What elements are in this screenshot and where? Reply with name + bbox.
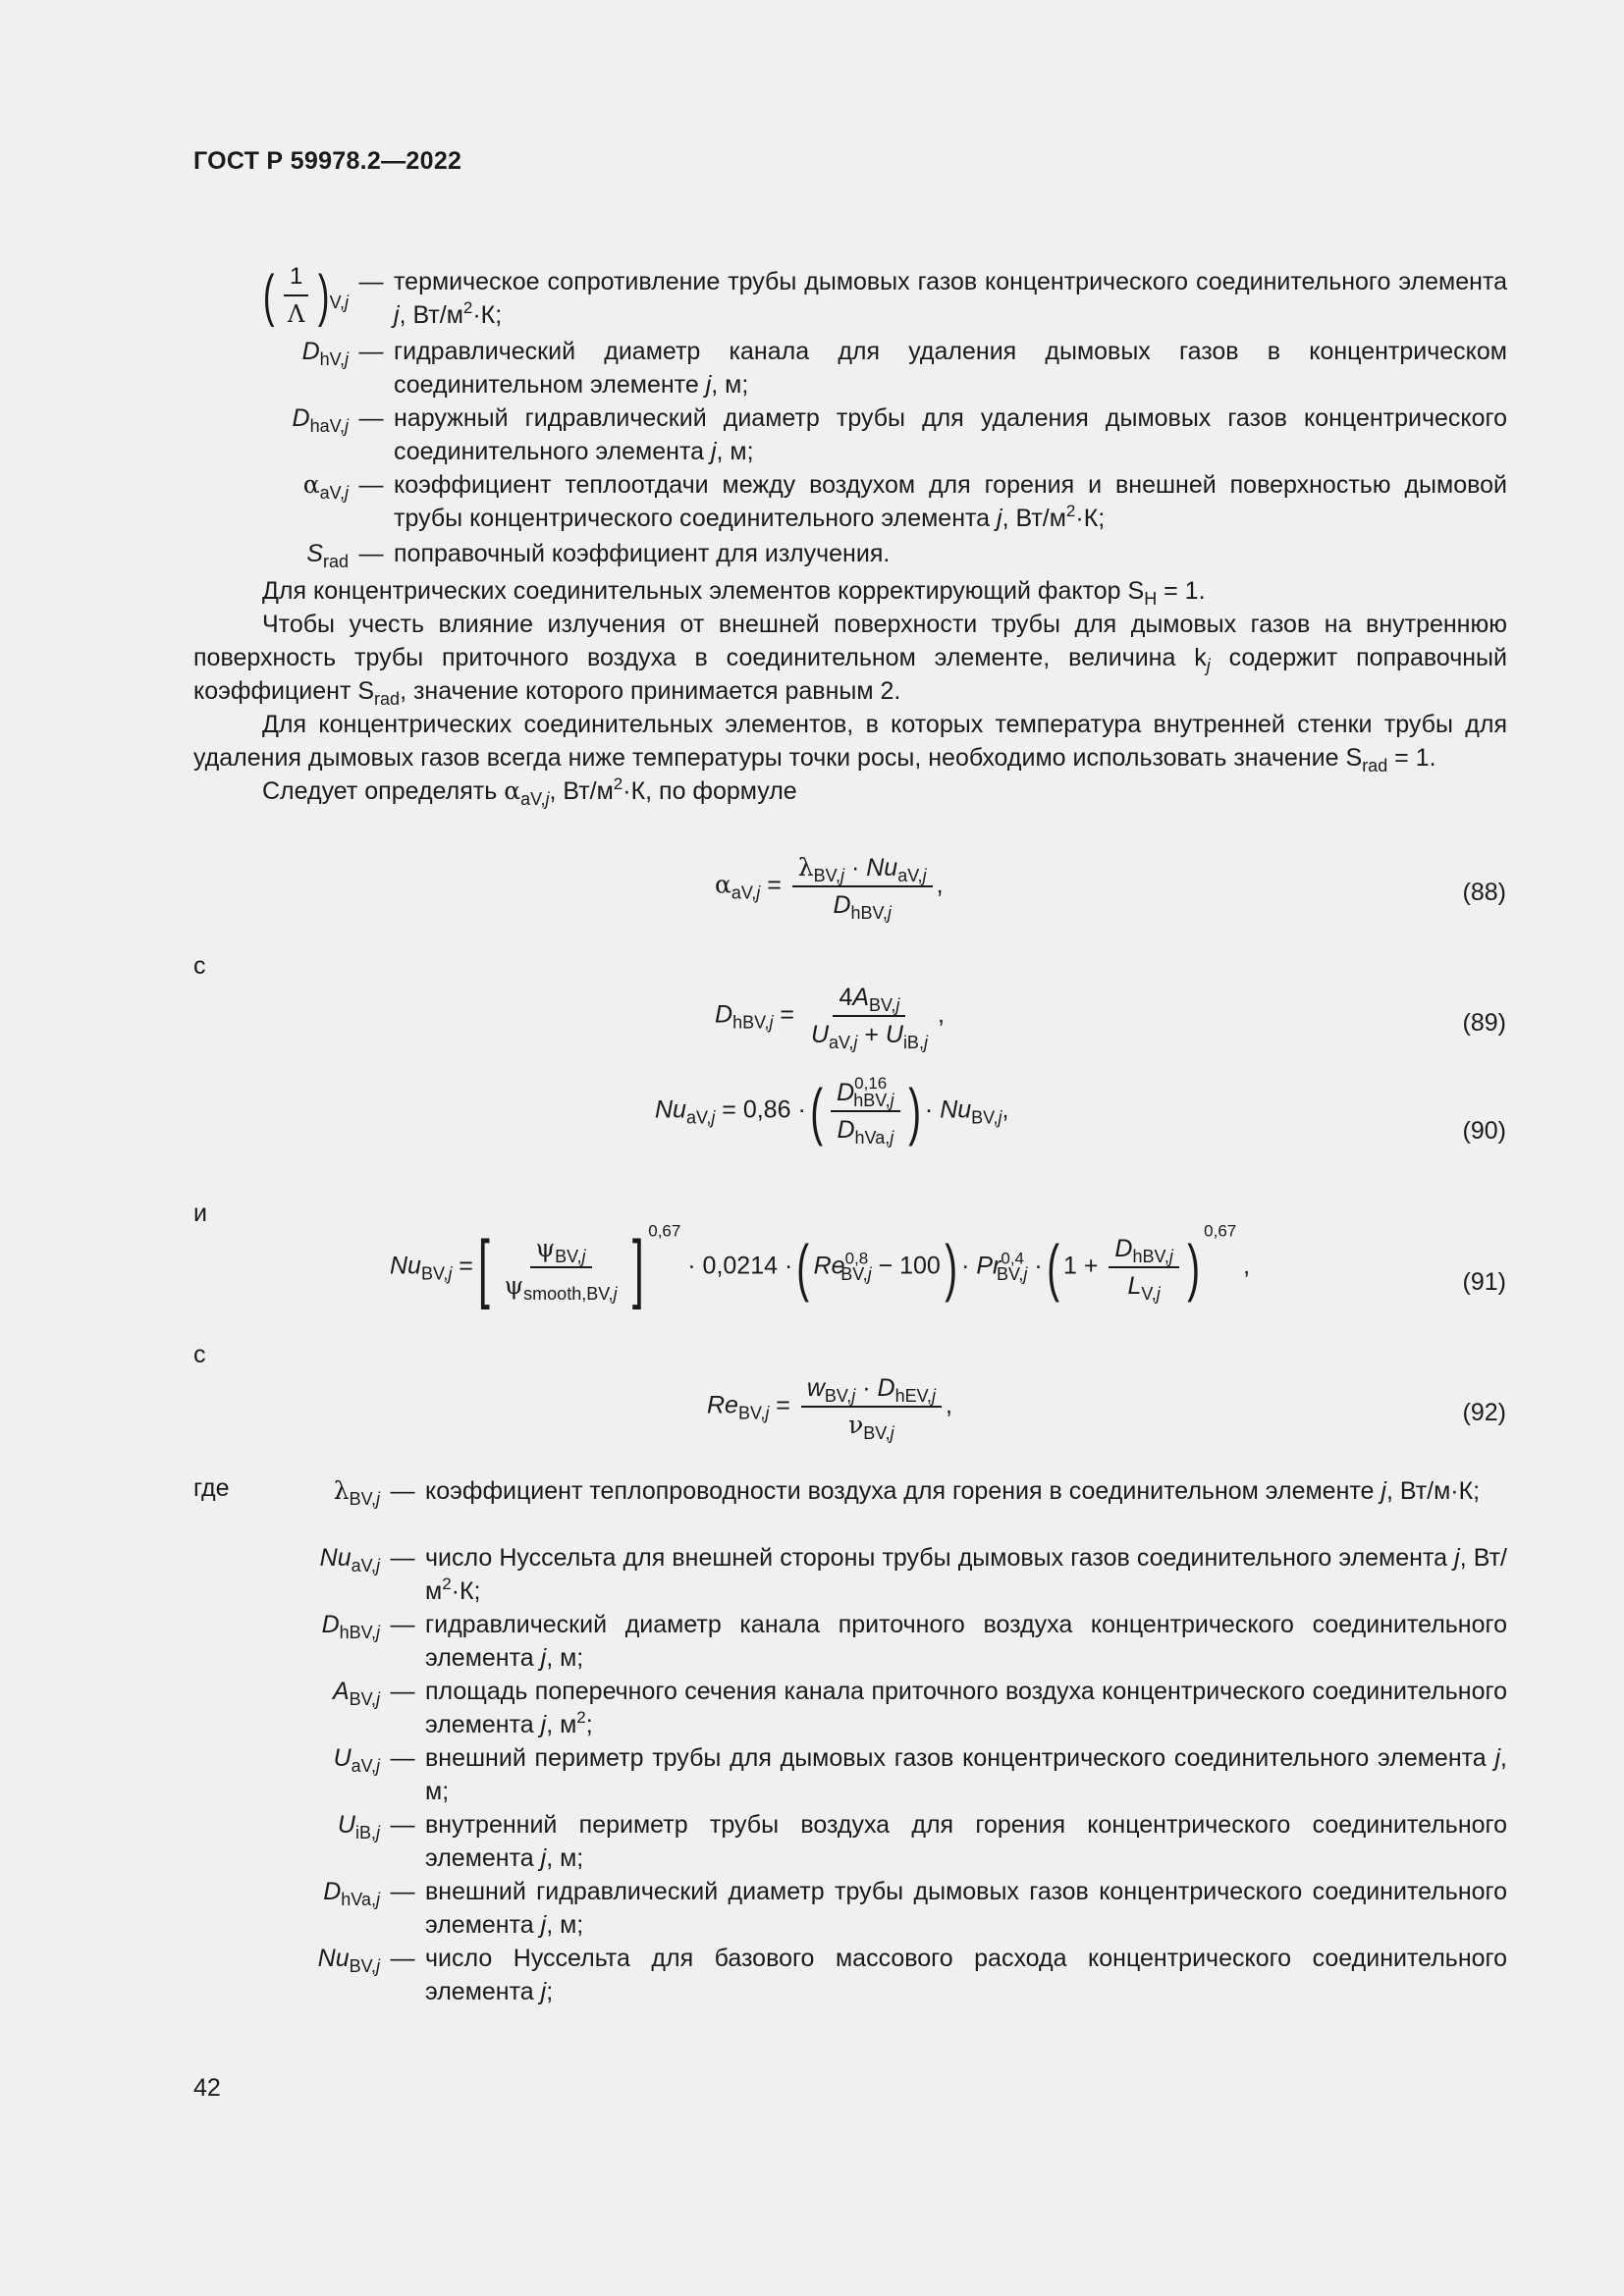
definition-abv xyxy=(252,1675,1507,1741)
paragraph-determine-alpha: Следует определять $\alpha_{aV,j}$, $Вт/м^2\cdot К$, по формуле xyxy=(262,774,797,809)
definition-dhbv xyxy=(252,1608,1507,1675)
definition-text: площадь поперечного сечения канала приточного воздуха концентрического соединительного элемента j, $м^2$; xyxy=(425,1678,1507,1738)
dash: — xyxy=(390,1678,415,1705)
definition-text: поправочный коэффициент для излучения. xyxy=(394,540,891,567)
dash: — xyxy=(358,338,384,365)
definition-uib xyxy=(252,1808,1507,1875)
equation-89: $D_{hBV,j}$ = $\frac{4A_{BV,j}}{U_{aV,j} + U_{iB,j}}$ , xyxy=(715,984,945,1052)
symbol-abv: $A_{BV,j}$ xyxy=(332,1678,380,1709)
equation-number-89: (89) xyxy=(1462,1009,1506,1037)
definition-uav xyxy=(252,1741,1507,1808)
equation-92: $Re_{BV,j}$ = $\frac{w_{BV,j} \cdot D_{hEV,j}}{\nu_{BV,j}}$ , xyxy=(707,1374,952,1443)
symbol-nu-av: $Nu_{aV,j}$ xyxy=(319,1544,380,1575)
symbol-lambda-bv: $\lambda_{BV,j}$ xyxy=(333,1476,380,1509)
paragraph-correction-factor: Для концентрических соединительных элементов корректирующий фактор $S_H = 1$. xyxy=(262,577,1206,609)
paragraph-dew-point: Для концентрических соединительных элементов, в которых температура внутренней стенки трубы для удаления дымовых газов всегда ниже температуры точки росы, необходимо использовать значение $S_{rad} = 1$. xyxy=(193,711,1507,775)
dash: — xyxy=(390,1544,415,1572)
page-number: 42 xyxy=(193,2074,221,2102)
definition-nu-bv xyxy=(252,1942,1507,2008)
definition-dhva xyxy=(252,1875,1507,1942)
definition-text: наружный гидравлический диаметр трубы для удаления дымовых газов концентрического соединительного элемента j, м; xyxy=(394,404,1507,465)
symbol-one-over-lambda: ( $\frac{1}{\Lambda}$ )$_{V,j}$ xyxy=(262,263,349,328)
document-header: ГОСТ Р 59978.2—2022 xyxy=(193,147,462,175)
definition-text: коэффициент теплоотдачи между воздухом для горения и внешней поверхностью дымовой трубы концентрического соединительного элемента j, $Вт/м^2\cdot К$; xyxy=(394,471,1507,532)
dash: — xyxy=(358,404,384,432)
equation-number-92: (92) xyxy=(1462,1399,1506,1426)
dash: — xyxy=(390,1878,415,1905)
symbol-uib: $U_{iB,j}$ xyxy=(337,1811,380,1842)
dash: — xyxy=(390,1611,415,1638)
symbol-alpha-av: $\alpha_{aV,j}$ xyxy=(302,470,349,503)
dash: — xyxy=(390,1811,415,1839)
symbol-srad: $S_{rad}$ xyxy=(306,540,349,571)
definition-text: коэффициент теплопроводности воздуха для горения в соединительном элементе j, Вт/м·К; xyxy=(425,1477,1481,1505)
connector-word: с xyxy=(193,1341,206,1368)
dash: — xyxy=(390,1945,415,1972)
definition-text: внешний периметр трубы для дымовых газов концентрического соединительного элемента j, м; xyxy=(425,1744,1507,1805)
definition-text: внешний гидравлический диаметр трубы дымовых газов концентрического соединительного элемента j, м; xyxy=(425,1878,1507,1939)
definition-text: гидравлический диаметр канала приточного воздуха концентрического соединительного элемента j, м; xyxy=(425,1611,1507,1672)
definition-text: гидравлический диаметр канала для удаления дымовых газов в концентрическом соединительном элементе j, м; xyxy=(394,338,1507,399)
definition-nu-av xyxy=(252,1541,1507,1608)
symbol-dhbv: $D_{hBV,j}$ xyxy=(321,1611,380,1642)
definition-lambda-bv xyxy=(252,1474,1507,1508)
dash: — xyxy=(358,268,384,295)
connector-word: и xyxy=(193,1200,207,1227)
definition-text: термическое сопротивление трубы дымовых газов концентрического соединительного элемента j, $Вт/м^2\cdot К$; xyxy=(394,268,1507,329)
definition-dhav xyxy=(252,401,1507,468)
symbol-dhav: $D_{haV,j}$ xyxy=(292,404,349,436)
definition-text: число Нуссельта для внешней стороны трубы дымовых газов соединительного элемента j, $Вт/м^2\cdot К$; xyxy=(425,1544,1507,1605)
equation-90: $Nu_{aV,j} = 0,86$ ·( $\frac{D^{0,16}_{hBV,j}}{D_{hVa,j}}$ ) · $Nu_{BV,j}$, xyxy=(655,1074,1009,1148)
equation-number-90: (90) xyxy=(1462,1117,1506,1145)
paragraph-radiation: Чтобы учесть влияние излучения от внешней поверхности трубы для дымовых газов на внутреннюю поверхность трубы приточного воздуха в соединительном элементе, величина $k_j$ содержит поправочный коэффициент $S_{rad}$, значение которого принимается равным 2. xyxy=(193,611,1507,709)
definition-text: внутренний периметр трубы воздуха для горения концентрического соединительного элемента j, м; xyxy=(425,1811,1507,1872)
dash: — xyxy=(390,1477,415,1505)
connector-word: с xyxy=(193,952,206,980)
equation-88: $\alpha_{aV,j}$ = $\frac{\lambda_{BV,j} \cdot Nu_{aV,j}}{D_{hBV,j}}$ , xyxy=(715,853,944,923)
definition-srad xyxy=(252,537,1507,570)
definition-alpha-av xyxy=(252,468,1507,535)
symbol-uav: $U_{aV,j}$ xyxy=(333,1744,380,1776)
symbol-dhv: $D_{hV,j}$ xyxy=(301,338,349,369)
equation-91: $Nu_{BV,j}$ =[ $\frac{\psi_{BV,j}}{\psi_{smooth,BV,j}}$ ] $^{0,67}$ · 0,0214 ·( Re$^{0,8}_{BV,j}$ − 100) · Pr$^{0,4}_{BV,j}$ ·( 1 + $\frac{D_{hBV,j}}{L_{V,j}}$ )$^{0,67}$ , xyxy=(390,1221,1251,1310)
where-label: где xyxy=(193,1474,230,1502)
dash: — xyxy=(390,1744,415,1772)
dash: — xyxy=(358,540,384,567)
equation-number-88: (88) xyxy=(1462,879,1506,906)
symbol-nu-bv: $Nu_{BV,j}$ xyxy=(317,1945,380,1976)
definition-dhv xyxy=(252,335,1507,401)
dash: — xyxy=(358,471,384,499)
symbol-dhva: $D_{hVa,j}$ xyxy=(323,1878,380,1909)
definition-text: число Нуссельта для базового массового расхода концентрического соединительного элемента j; xyxy=(425,1945,1507,2005)
equation-number-91: (91) xyxy=(1462,1268,1506,1296)
definition-thermal-resistance xyxy=(252,261,1507,332)
